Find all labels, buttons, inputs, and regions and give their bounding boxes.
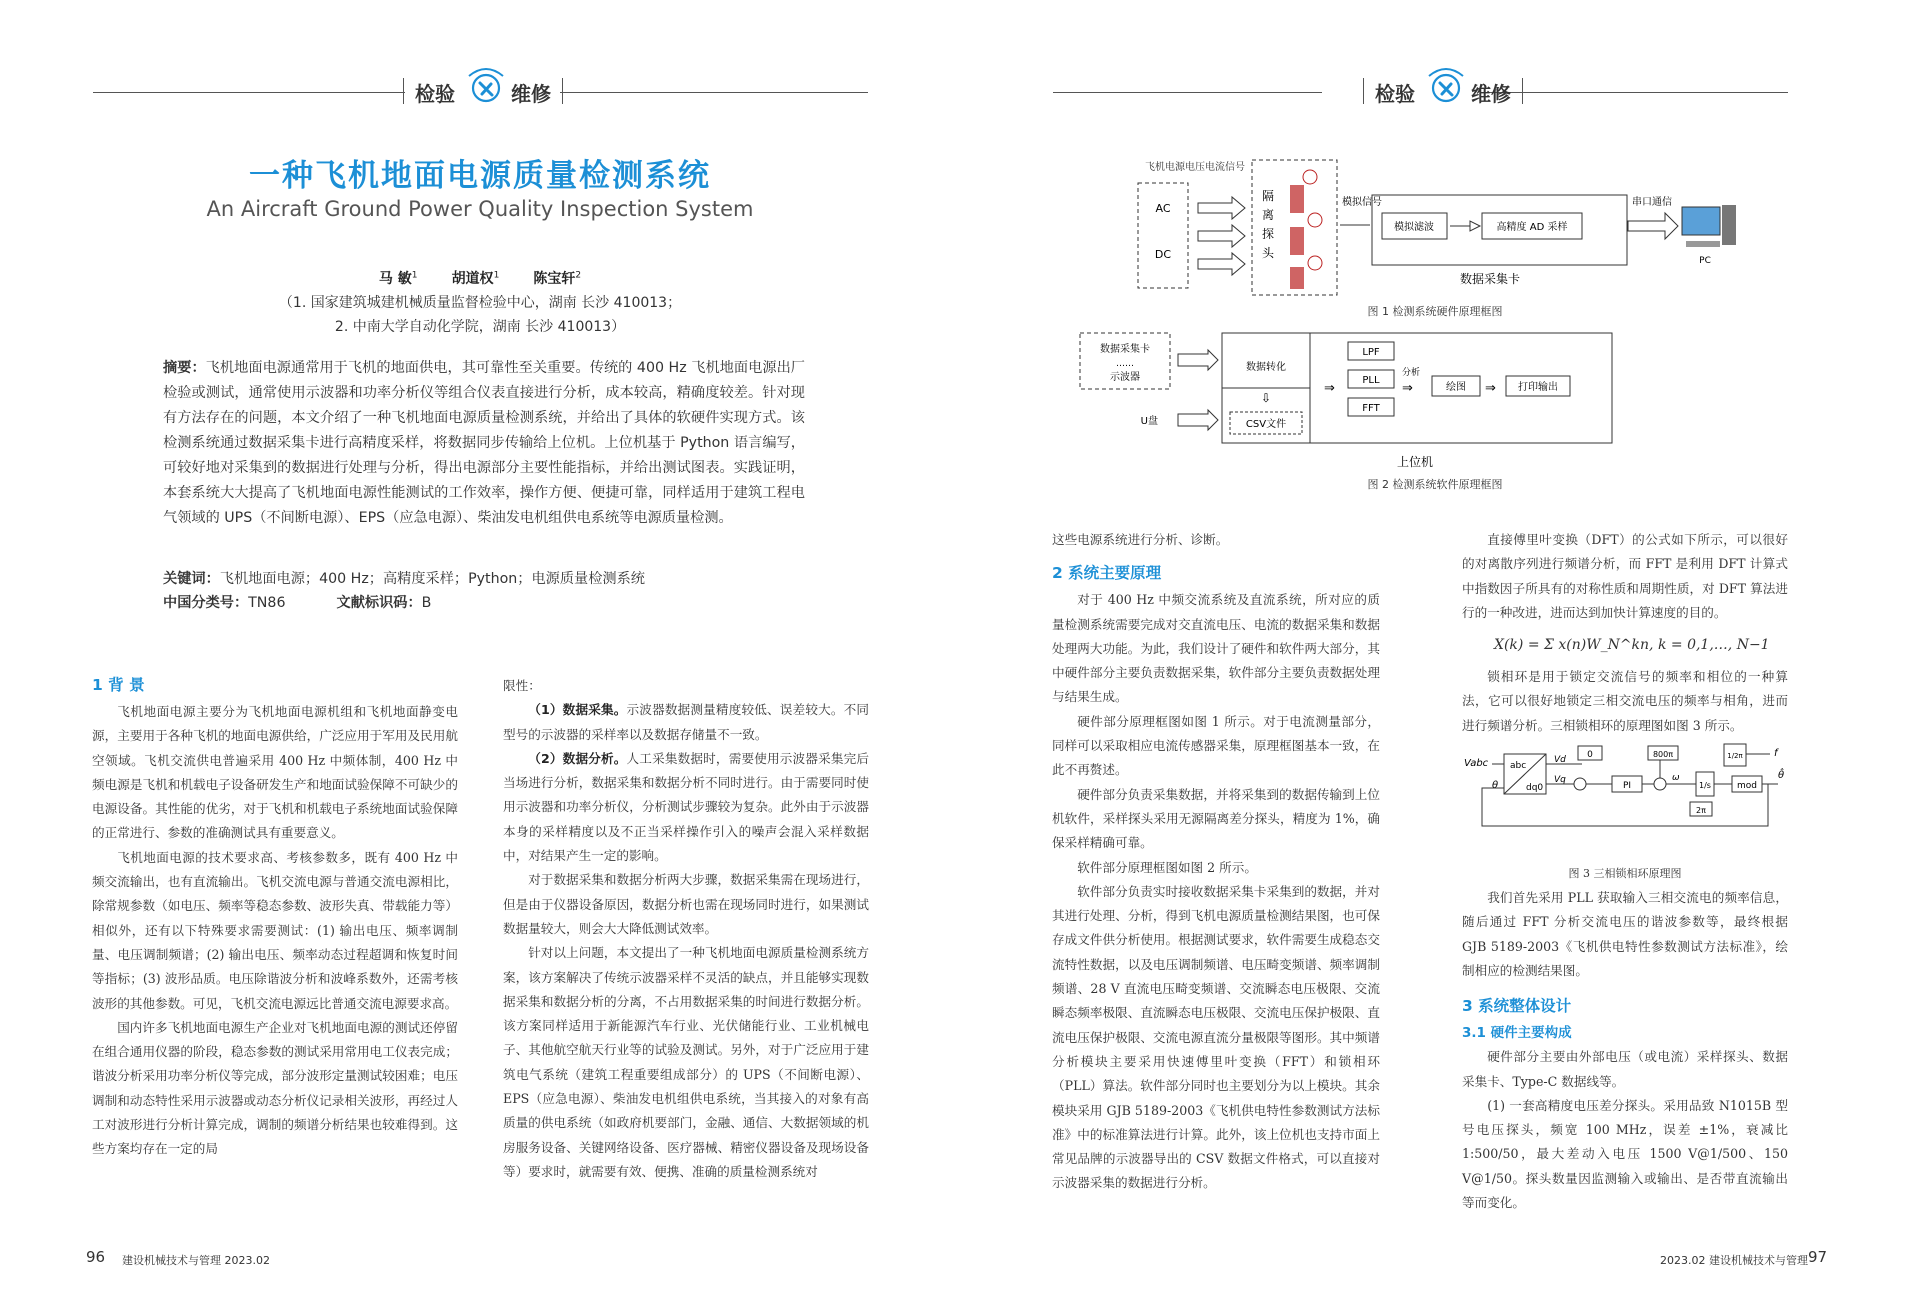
affiliation: 2. 中南大学自动化学院，湖南 长沙 410013） — [334, 319, 626, 335]
fig2-convert: 数据转化 — [1246, 362, 1286, 373]
header-rule-right — [560, 92, 868, 93]
fig1-serial: 串口通信 — [1632, 197, 1672, 208]
header-rule-left — [1053, 92, 1322, 93]
figure-2-software-diagram — [1070, 328, 1670, 473]
fig1-analog-label: 模拟信号 — [1342, 197, 1382, 208]
dft-formula: X(k) = Σ x(n)W_N^kn, k = 0,1,…, N−1 — [1494, 637, 1770, 654]
fig3-label: 1/s — [1699, 781, 1711, 791]
header-section-left: 检验 — [415, 82, 455, 106]
list-text: 人工采集数据时，需要使用示波器采集完后当场进行分析，数据采集和数据分析不同时进行。由于需要同时使用示波器和功率分析仪，分析测试步骤较为复杂。此外由于示波器本身的采样精度以及不正当采样操作引入的噪声会混入采样数据中，对结果产生一定的影响。 — [503, 750, 870, 864]
journal-footer: 建设机械技术与管理 2023.02 — [122, 1254, 270, 1267]
fig2-fft: FFT — [1362, 403, 1380, 414]
paragraph: 飞机地面电源主要分为飞机地面电源机组和飞机地面静变电源，主要用于各种飞机的地面电源供给，广泛应用于军用及民用航空领域。飞机交流供电普遍采用 400 Hz 中频体制，400 Hz 中频电源是飞机和机载电子设备研发生产和地面试验保障不可缺少的电源设备。其性能的优劣，对于飞机和机载电子系统地面试验保障的正常进行、参数的准确测试具有重要意义。 — [92, 704, 458, 841]
wrench-logo-icon — [461, 64, 511, 104]
fig2-print: 打印输出 — [1518, 382, 1558, 393]
paragraph: 对于 400 Hz 中频交流系统及直流系统，所对应的质量检测系统需要完成对交直流电压、电流的数据采集和数据处理两大功能。为此，我们设计了硬件和软件两大部分，其中硬件部分主要负责数据采集，软件部分主要负责数据处理与结果生成。 — [1052, 592, 1380, 705]
affiliation: （1. 国家建筑城建机械质量监督检验中心，湖南 长沙 410013； — [278, 295, 682, 311]
page-number: 96 — [86, 1248, 106, 1266]
fig1-probe-char: 头 — [1261, 246, 1275, 260]
keywords — [163, 568, 863, 588]
paragraph: (1) 一套高精度电压差分探头。采用品致 N1015B 型号电压探头，频宽 100 MHz，误差 ±1%，衰减比 1:500/50，最大差动入电压 1500 V@1/500、150 V@1/50。探头数量因监测输入或输出、是否带直流输出等而变化。 — [1462, 1097, 1788, 1211]
header-section-right: 维修 — [511, 82, 551, 106]
probe-icon — [1290, 170, 1322, 289]
header-tick — [562, 78, 563, 104]
fig1-probe-char: 探 — [1261, 227, 1275, 241]
fig1-arrow — [1198, 197, 1245, 219]
fig2-arrow — [1178, 410, 1218, 430]
figure-1-hardware-diagram — [1130, 155, 1740, 315]
paragraph: 软件部分原理框图如图 2 所示。 — [1077, 859, 1257, 875]
fig1-card: 数据采集卡 — [1459, 272, 1521, 286]
pc-icon — [1682, 205, 1736, 247]
fig2-src: …… — [1116, 359, 1134, 369]
fig3-label: dq0 — [1526, 783, 1544, 794]
paragraph: 锁相环是用于锁定交流信号的频率和相位的一种算法，它可以很好地锁定三相交流电压的频率与相角，进而进行频谱分析。三相锁相环的原理图如图 3 所示。 — [1462, 669, 1788, 733]
header-tick — [403, 78, 404, 104]
header-section-left: 检验 — [1375, 82, 1415, 106]
subsection-heading: 3.1 硬件主要构成 — [1462, 1025, 1572, 1042]
fig3-label: 800π — [1652, 750, 1674, 760]
paragraph: 硬件部分负责采集数据，并将采集到的数据传输到上位机软件，采样探头采用无源隔离差分探头，精度为 1%，确保采样精确可靠。 — [1052, 786, 1380, 851]
classification — [163, 592, 863, 612]
fig2-plot: 绘图 — [1446, 382, 1466, 393]
paragraph: 国内许多飞机地面电源生产企业对飞机地面电源的测试还停留在组合通用仪器的阶段，稳态参数的测试采用常用电工仪表完成；谐波分析采用功率分析仪等完成，部分波形定量测试较困难；电压调制和动态特性采用示波器或动态分析仪记录相关波形，再经过人工对波形进行分析计算完成，调制的频谱分析结果也较难得到。这些方案均存在一定的局 — [92, 1019, 458, 1157]
page-number: 97 — [1808, 1248, 1828, 1266]
paragraph: 飞机地面电源的技术要求高、考核参数多，既有 400 Hz 中频交流输出，也有直流输出。飞机交流电源与普通交流电源相比，除常规参数（如电压、频率等稳态参数、波形失真、带载能力等）相似外，还有以下特殊要求需要测试：(1) 输出电压、频率调制量、电压调制频谱；(2) 输出电压、频率动态过程超调和恢复时间等指标；(3) 波形品质。电压除谐波分析和波峰系数外，还需考核波形的其他参数。可见，飞机交流电源远比普通交流电源要求高。 — [92, 849, 458, 1011]
author: 陈宝轩 — [533, 271, 576, 287]
header-rule-right — [1480, 92, 1788, 93]
paragraph: 我们首先采用 PLL 获取输入三相交流电的频率信息，随后通过 FFT 分析交流电压的谐波参数等，最终根据 GJB 5189-2003《飞机供电特性参数测试方法标准》，绘制相应的检测结果图。 — [1462, 890, 1788, 978]
fig1-arrow — [1198, 225, 1245, 247]
paragraph: 硬件部分主要由外部电压（或电流）采样探头、数据采集卡、Type-C 数据线等。 — [1462, 1049, 1788, 1089]
figure-1-caption: 图 1 检测系统硬件原理框图 — [1367, 305, 1503, 318]
paragraph: 软件部分负责实时接收数据采集卡采集到的数据，并对其进行处理、分析，得到飞机电源质量检测结果图，也可保存成文件供分析使用。根据测试要求，软件需要生成稳态交流特性数据，以及电压调制频谱、电压畸变频谱、频率调制频谱、28 V 直流电压畸变频谱、交流瞬态电压极限、交流瞬态频率极限、直流瞬态电压极限、交流电压保护极限、直流电压保护极限、交流电源直流分量极限等图形。其中频谱分析模块主要采用快速傅里叶变换（FFT）和锁相环（PLL）算法。软件部分同时也主要划分为以上模块。其余模块采用 GJB 5189-2003《飞机供电特性参数测试方法标准》中的标准算法进行计算。此外，该上位机也支持市面上常见品牌的示波器导出的 CSV 数据文件格式，可以直接对示波器采集的数据进行分析。 — [1052, 883, 1380, 1191]
fig3-label: θ̂ — [1778, 770, 1785, 782]
fig3-sum-node — [1574, 778, 1586, 790]
author: 马 敏 — [378, 271, 412, 287]
left-column-1 — [92, 670, 458, 1162]
right-page — [960, 0, 1920, 1303]
fig1-arrow — [1450, 221, 1480, 231]
list-item — [503, 698, 869, 747]
fig1-source-box — [1138, 183, 1188, 288]
fig3-label: ω — [1672, 773, 1680, 784]
fig3-label: θ — [1492, 780, 1499, 792]
section-heading: 1 背 景 — [92, 676, 145, 694]
doc-code-label: 文献标识码： — [336, 595, 422, 611]
fig1-probe-char: 隔 — [1261, 189, 1275, 203]
fig1-arrow — [1198, 253, 1245, 275]
fig2-udisk: U盘 — [1140, 416, 1158, 427]
fig3-label: Vd — [1554, 755, 1566, 766]
fig3-label: Vq — [1554, 775, 1566, 786]
fig3-label: PI — [1622, 781, 1632, 792]
fig2-arrow-icon: ⇒ — [1485, 381, 1496, 396]
doc-code-value: B — [421, 595, 432, 611]
paragraph: 直接傅里叶变换（DFT）的公式如下所示，可以很好的对离散序列进行频谱分析，而 FFT 是利用 DFT 计算式中指数因子所具有的对称性质和周期性质，对 DFT 算法进行的一种改进，进而达到加快计算速度的目的。 — [1462, 532, 1788, 620]
left-column-2 — [503, 674, 869, 1184]
paragraph: 对于数据采集和数据分析两大步骤，数据采集需在现场进行，但是由于仪器设备原因，数据分析也需在现场同时进行，如果测试数据量较大，则会大大降低测试效率。 — [503, 872, 869, 936]
fig1-pc: PC — [1699, 256, 1711, 266]
fig2-arrow-icon: ⇒ — [1402, 381, 1413, 396]
abstract-label: 摘要： — [163, 360, 206, 376]
journal-footer: 2023.02 建设机械技术与管理 — [1660, 1254, 1808, 1267]
classification-label: 中国分类号： — [163, 595, 249, 611]
keywords-text: 飞机地面电源；400 Hz；高精度采样；Python；电源质量检测系统 — [219, 571, 645, 587]
header-tick — [1522, 78, 1523, 104]
fig2-arrow — [1178, 350, 1218, 370]
fig1-ac: AC — [1155, 202, 1171, 215]
fig3-label: 2π — [1696, 806, 1706, 816]
figure-3-slot — [1462, 738, 1788, 886]
fig2-arrow-icon: ⇒ — [1324, 381, 1335, 396]
fig3-label: 0 — [1587, 750, 1593, 761]
fig1-signal-label: 飞机电源电压电流信号 — [1145, 162, 1245, 173]
author-sup: 2 — [575, 270, 582, 281]
fig1-ad: 高精度 AD 采样 — [1496, 222, 1568, 233]
section-heading: 2 系统主要原理 — [1052, 564, 1162, 583]
fig1-filter: 模拟滤波 — [1394, 222, 1434, 233]
author-sup: 1 — [411, 270, 418, 281]
fig2-analyze: 分析 — [1402, 368, 1421, 378]
list-label: （2）数据分析。 — [528, 750, 627, 766]
list-label: （1）数据采集。 — [528, 702, 627, 718]
paper-title: 一种飞机地面电源质量检测系统 — [249, 158, 711, 194]
fig1-dc: DC — [1154, 248, 1172, 261]
paragraph: 硬件部分原理框图如图 1 所示。对于电流测量部分，同样可以采取相应电流传感器采集，原理框图基本一致，在此不再赘述。 — [1052, 713, 1380, 778]
fig2-src: 数据采集卡 — [1100, 344, 1150, 355]
paragraph: 这些电源系统进行分析、诊断。 — [1052, 532, 1229, 547]
fig3-label: mod — [1737, 781, 1757, 792]
right-column-1 — [1052, 528, 1380, 1196]
author: 胡道权 — [451, 271, 494, 287]
figure-2-caption: 图 2 检测系统软件原理框图 — [1367, 478, 1503, 491]
paragraph: 限性： — [503, 678, 541, 693]
right-column-2 — [1462, 528, 1788, 1215]
fig2-csv: CSV文件 — [1245, 419, 1287, 430]
fig3-label: 1/2π — [1727, 752, 1743, 761]
paper-subtitle: An Aircraft Ground Power Quality Inspection System — [206, 197, 754, 221]
fig2-pll: PLL — [1362, 375, 1380, 386]
figure-3-pll-diagram — [1462, 742, 1788, 852]
fig3-sum-node — [1654, 778, 1666, 790]
figure-3-caption: 图 3 三相锁相环原理图 — [1568, 867, 1682, 881]
fig3-label: abc — [1510, 761, 1527, 772]
author-sup: 1 — [493, 270, 500, 281]
section-heading: 3 系统整体设计 — [1462, 997, 1572, 1016]
list-item — [503, 747, 869, 868]
list-text: 示波器数据测量精度较低、误差较大。不同型号的示波器的采样率以及数据存储量不一致。 — [503, 702, 870, 742]
fig1-probe-char: 离 — [1261, 208, 1275, 222]
header-tick — [1363, 78, 1364, 104]
fig3-label: f — [1774, 748, 1778, 760]
paragraph: 针对以上问题，本文提出了一种飞机地面电源质量检测系统方案，该方案解决了传统示波器采样不灵活的缺点，并且能够实现数据采集和数据分析的分离，不占用数据采集的时间进行数据分析。该方案同样适用于新能源汽车行业、光伏储能行业、工业机械电子、其他航空航天行业等的试验及测试。另外，对于广泛应用于建筑电气系统（建筑工程重要组成部分）的 UPS（不间断电源）、EPS（应急电源）、柴油发电机组供电系统，当其接入的对象有高质量的供电系统（如政府机要部门，金融、通信、大数据领域的机房服务设备、关键网络设备、医疗器械、精密仪器设备及现场设备等）要求时，就需要有效、便携、准确的质量检测系统对 — [503, 945, 869, 1179]
fig2-down-arrow-icon: ⇩ — [1260, 391, 1272, 405]
classification-value: TN86 — [248, 595, 286, 611]
fig2-host: 上位机 — [1396, 455, 1434, 469]
fig2-lpf: LPF — [1362, 347, 1380, 358]
abstract — [163, 356, 805, 531]
fig1-arrow — [1628, 213, 1678, 239]
keywords-label: 关键词： — [163, 571, 220, 587]
header-rule-left — [93, 92, 405, 93]
header-section-right: 维修 — [1471, 82, 1511, 106]
wrench-logo-icon — [1421, 64, 1471, 104]
author-list — [0, 268, 960, 288]
fig2-src: 示波器 — [1110, 372, 1140, 383]
abstract-text: 飞机地面电源通常用于飞机的地面供电，其可靠性至关重要。传统的 400 Hz 飞机地面电源出厂检验或测试，通常使用示波器和功率分析仪等组合仪表直接进行分析，成本较高，精确度较差。针对现有方法存在的问题，本文介绍了一种飞机地面电源质量检测系统，并给出了具体的软硬件实现方式。该检测系统通过数据采集卡进行高精度采样，将数据同步传输给上位机。上位机基于 Python 语言编写，可较好地对采集到的数据进行处理与分析，得出电源部分主要性能指标，并给出测试图表。实践证明，本套系统大大提高了飞机地面电源性能测试的工作效率，操作方便、便捷可靠，同样适用于建筑工程电气领域的 UPS（不间断电源）、EPS（应急电源）、柴油发电机组供电系统等电源质量检测。 — [163, 360, 805, 526]
fig3-label: Vabc — [1464, 758, 1489, 770]
